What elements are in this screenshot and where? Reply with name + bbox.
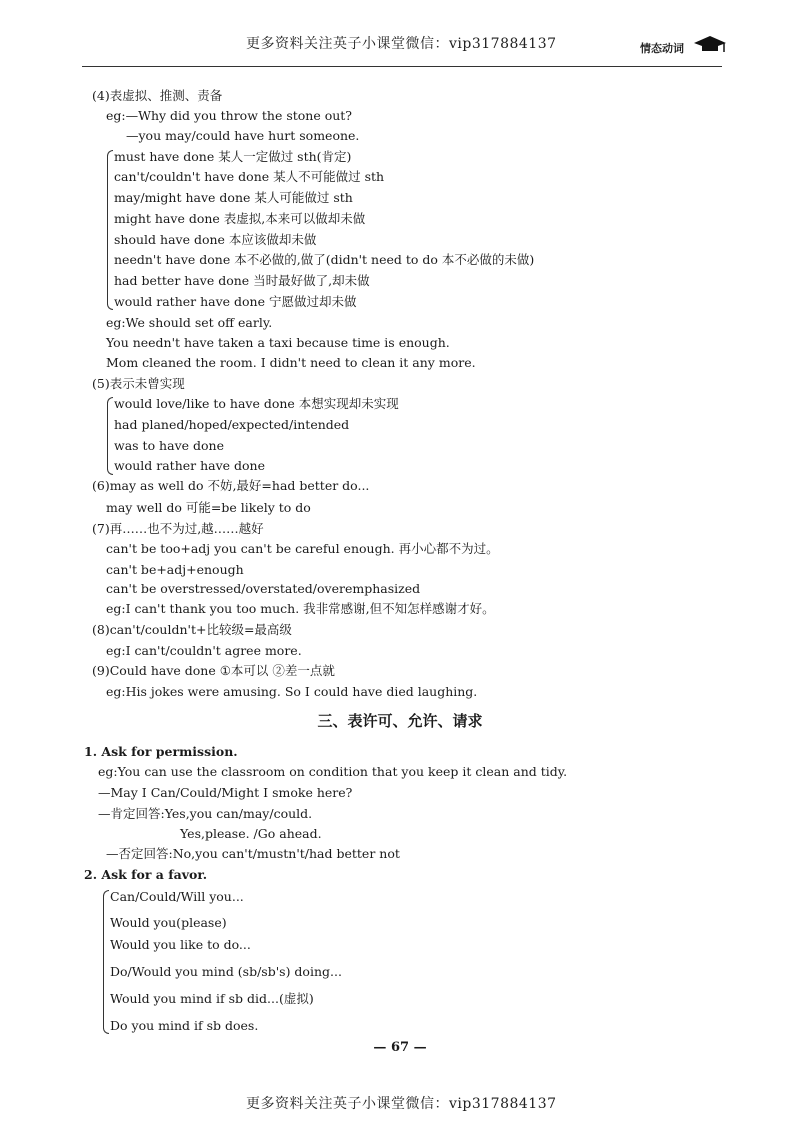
permission-line: —May I Can/Could/Might I smoke here? xyxy=(98,785,353,800)
sec8-title: (8)can't/couldn't+比较级=最高级 xyxy=(92,622,292,637)
sec8-eg: eg:I can't/couldn't agree more. xyxy=(106,643,302,658)
permission-title: 1. Ask for permission. xyxy=(84,744,238,759)
sec7-line: eg:I can't thank you too much. 我非常感谢,但不知怎样感谢才好。 xyxy=(106,601,495,616)
list-item: needn't have done 本不必做的,做了(didn't need to do 本不必做的未做) xyxy=(114,252,535,267)
list-item: Can/Could/Will you... xyxy=(110,889,244,904)
list-item: Would you like to do... xyxy=(110,937,251,952)
sec4-title: (4)表虚拟、推测、责备 xyxy=(92,88,223,103)
sec7-title: (7)再……也不为过,越……越好 xyxy=(92,521,264,536)
list-item: had better have done 当时最好做了,却未做 xyxy=(114,273,370,288)
list-item: was to have done xyxy=(114,438,224,453)
header-rule xyxy=(82,66,722,67)
list-item: might have done 表虚拟,本来可以做却未做 xyxy=(114,211,366,226)
sec6-line1: (6)may as well do 不妨,最好=had better do... xyxy=(92,478,370,493)
list-item: would rather have done 宁愿做过却未做 xyxy=(114,294,357,309)
sec5-brace xyxy=(107,397,113,475)
sec7-line: can't be too+adj you can't be careful enough. 再小心都不为过。 xyxy=(106,541,499,556)
list-item: would rather have done xyxy=(114,458,266,473)
bottom-watermark: 更多资料关注英子小课堂微信：vip317884137 xyxy=(246,1096,557,1112)
favor-title: 2. Ask for a favor. xyxy=(84,867,208,882)
list-item: Do you mind if sb does. xyxy=(110,1018,259,1033)
sec4-example: Mom cleaned the room. I didn't need to clean it any more. xyxy=(106,355,476,370)
sec7-line: can't be overstressed/overstated/overemphasized xyxy=(106,581,421,596)
list-item: Would you(please) xyxy=(110,915,227,930)
section-heading: 三、表许可、允许、请求 xyxy=(317,712,483,730)
list-item: may/might have done 某人可能做过 sth xyxy=(114,190,353,205)
list-item: Do/Would you mind (sb/sb's) doing... xyxy=(110,964,342,979)
list-item: can't/couldn't have done 某人不可能做过 sth xyxy=(114,169,385,184)
sec7-line: can't be+adj+enough xyxy=(106,562,244,577)
chapter-tag: 情态动词 xyxy=(640,42,684,55)
permission-line: —肯定回答:Yes,you can/may/could. xyxy=(98,806,313,821)
sec6-line2: may well do 可能=be likely to do xyxy=(106,500,311,515)
list-item: should have done 本应该做却未做 xyxy=(114,232,317,247)
sec4-eg2: —you may/could have hurt someone. xyxy=(126,128,360,143)
top-watermark: 更多资料关注英子小课堂微信：vip317884137 xyxy=(246,36,557,52)
favor-brace xyxy=(103,890,109,1034)
sec5-title: (5)表示未曾实现 xyxy=(92,376,185,391)
list-item: must have done 某人一定做过 sth(肯定) xyxy=(114,149,352,164)
graduation-cap-icon xyxy=(693,34,727,54)
permission-line: —否定回答:No,you can't/mustn't/had better not xyxy=(106,846,400,861)
sec9-title: (9)Could have done ①本可以 ②差一点就 xyxy=(92,663,335,678)
sec4-example: You needn't have taken a taxi because time is enough. xyxy=(106,335,450,350)
sec9-eg: eg:His jokes were amusing. So I could have died laughing. xyxy=(106,684,478,699)
list-item: would love/like to have done 本想实现却未实现 xyxy=(114,396,399,411)
list-item: Would you mind if sb did...(虚拟) xyxy=(110,991,314,1006)
permission-line: Yes,please. /Go ahead. xyxy=(180,826,322,841)
sec4-brace xyxy=(107,150,113,310)
sec4-eg1: eg:—Why did you throw the stone out? xyxy=(106,108,353,123)
page-number: — 67 — xyxy=(373,1040,427,1055)
sec4-example: eg:We should set off early. xyxy=(106,315,273,330)
list-item: had planed/hoped/expected/intended xyxy=(114,417,350,432)
permission-line: eg:You can use the classroom on condition that you keep it clean and tidy. xyxy=(98,764,568,779)
